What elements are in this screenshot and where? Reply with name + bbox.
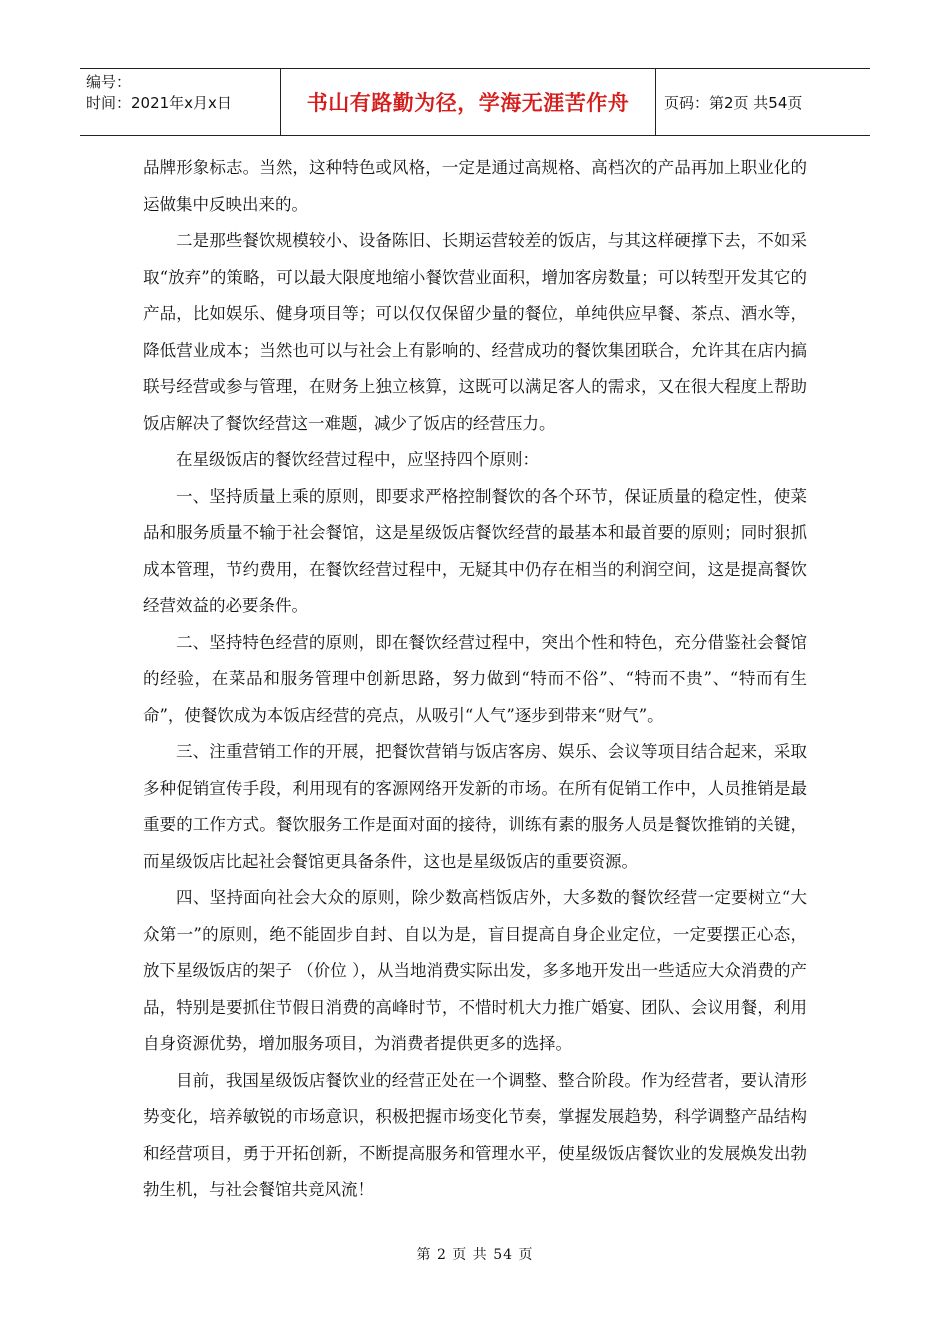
document-date: 时间：2021年x月x日 [86,94,232,112]
body-paragraph: 在星级饭店的餐饮经营过程中，应坚持四个原则： [176,450,539,469]
document-header [80,68,870,136]
body-paragraph: 一、坚持质量上乘的原则，即要求严格控制餐饮的各个环节，保证质量的稳定性，使菜品和服务质量不输于社会餐馆，这是星级饭店餐饮经营的最基本和最首要的原则；同时狠抓成本管理，节约费用，在餐饮经营过程中，无疑其中仍存在相当的利润空间，这是提高餐饮经营效益的必要条件。 [143,486,807,615]
body-paragraph: 二是那些餐饮规模较小、设备陈旧、长期运营较差的饭店，与其这样硬撑下去，不如采取“放弃”的策略，可以最大限度地缩小餐饮营业面积，增加客房数量；可以转型开发其它的产品，比如娱乐、健身项目等；可以仅仅保留少量的餐位，单纯供应早餐、茶点、酒水等，降低营业成本；当然也可以与社会上有影响的、经营成功的餐饮集团联合，允许其在店内搞联号经营或参与管理，在财务上独立核算，这既可以满足客人的需求，又在很大程度上帮助饭店解决了餐饮经营这一难题，减少了饭店的经营压力。 [143,231,807,433]
body-paragraph: 品牌形象标志。当然，这种特色或风格，一定是通过高规格、高档次的产品再加上职业化的运做集中反映出来的。 [143,158,807,214]
header-page-info: 页码：第2页 共54页 [664,93,803,112]
header-motto: 书山有路勤为径，学海无涯苦作舟 [280,69,656,135]
body-paragraph: 二、坚持特色经营的原则，即在餐饮经营过程中，突出个性和特色，充分借鉴社会餐馆的经验，在菜品和服务管理中创新思路，努力做到“特而不俗”、“特而不贵”、“特而有生命”，使餐饮成为本饭店经营的亮点，从吸引“人气”逐步到带来“财气”。 [143,632,807,725]
body-paragraph: 三、注重营销工作的开展，把餐饮营销与饭店客房、娱乐、会议等项目结合起来，采取多种促销宣传手段，利用现有的客源网络开发新的市场。在所有促销工作中，人员推销是最重要的工作方式。餐饮服务工作是面对面的接待，训练有素的服务人员是餐饮推销的关键，而星级饭店比起社会餐馆更具备条件，这也是星级饭店的重要资源。 [143,742,807,871]
document-body [143,150,807,1209]
header-meta [80,69,280,135]
page-footer: 第 2 页 共 54 页 [416,1247,534,1263]
body-paragraph: 四、坚持面向社会大众的原则，除少数高档饭店外，大多数的餐饮经营一定要树立“大众第一”的原则，绝不能固步自封、自以为是，盲目提高自身企业定位，一定要摆正心态，放下星级饭店的架子 （价位 ），从当地消费实际出发，多多地开发出一些适应大众消费的产品，特别是要抓住节假日消费的高峰时节，不惜时机大力推广婚宴、团队、会议用餐，利用自身资源优势，增加服务项目，为消费者提供更多的选择。 [143,888,807,1053]
body-paragraph: 目前，我国星级饭店餐饮业的经营正处在一个调整、整合阶段。作为经营者，要认清形势变化，培养敏锐的市场意识，积极把握市场变化节奏，掌握发展趋势，科学调整产品结构和经营项目，勇于开拓创新，不断提高服务和管理水平，使星级饭店餐饮业的发展焕发出勃勃生机，与社会餐馆共竞风流！ [143,1070,807,1199]
document-number-label: 编号： [86,73,132,91]
